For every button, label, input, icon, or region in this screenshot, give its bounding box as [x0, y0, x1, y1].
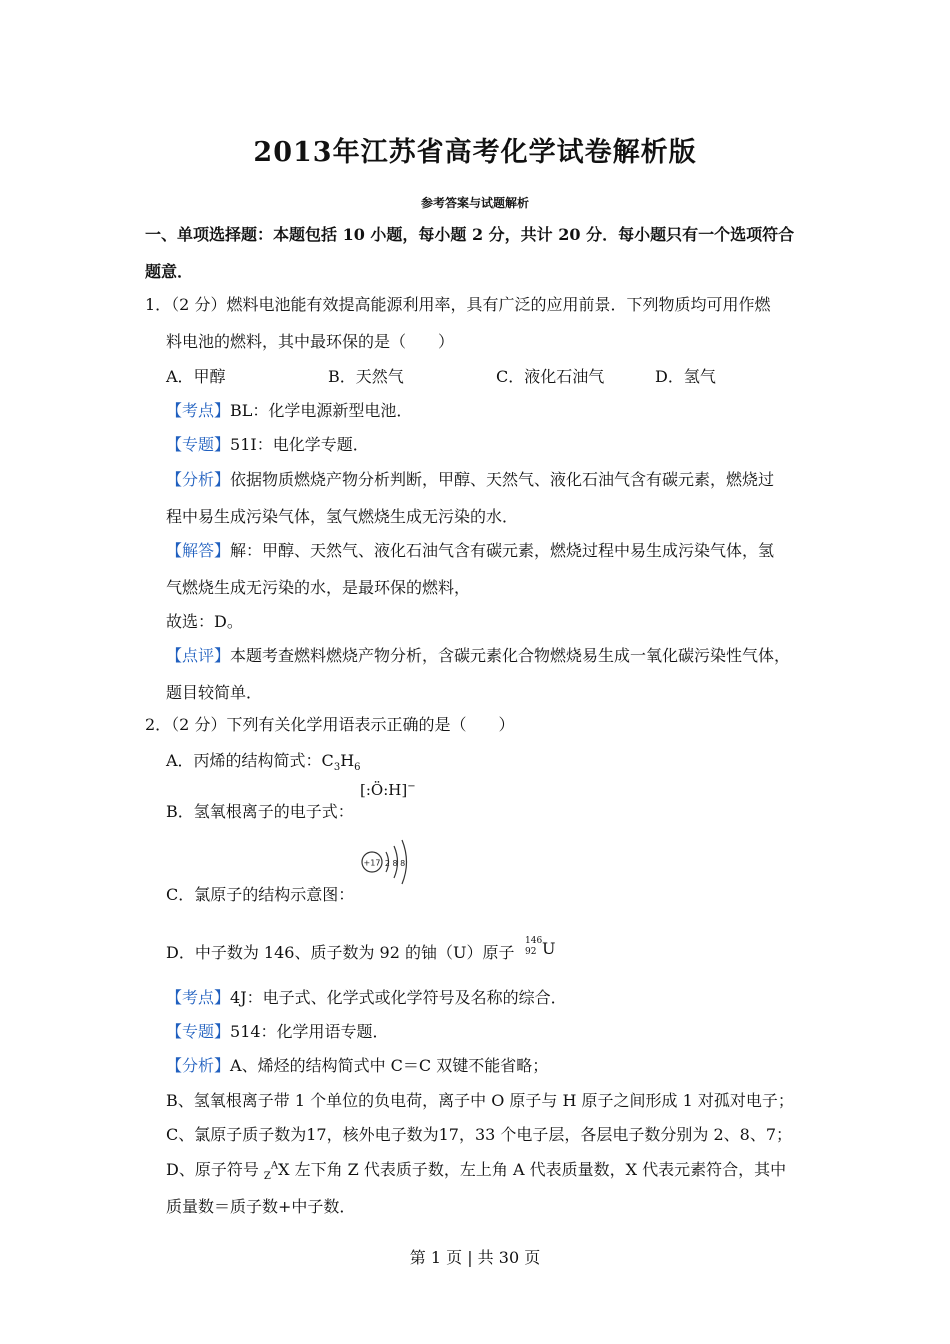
q2-zhuanti — [166, 1019, 389, 1042]
q2-option-a-text: A．丙烯的结构简式：C — [166, 751, 334, 770]
chlorine-shell-numbers: 2 8 8 — [384, 859, 406, 868]
q2-kaodian-tag: 【考点】 — [166, 988, 231, 1007]
q2-fenxi4-post: X 左下角 Z 代表质子数，左上角 A 代表质量数，X 代表元素符合，其中 — [278, 1160, 787, 1179]
q1-dianping-line2: 题目较简单． — [166, 683, 263, 702]
chlorine-atom-diagram-icon — [358, 836, 420, 888]
q2-kaodian — [166, 985, 567, 1008]
q2-fenxi-text1: A、烯烃的结构简式中 C＝C 双键不能省略； — [230, 1056, 549, 1075]
q1-jieda-line3: 故选：D。 — [166, 612, 243, 631]
q1-fenxi-line2: 程中易生成污染气体，氢气燃烧生成无污染的水． — [166, 507, 519, 526]
q2-stem: 2．（2 分）下列有关化学用语表示正确的是（ ） — [145, 715, 515, 734]
q2-option-b-formula — [360, 781, 416, 799]
q1-jieda-tag: 【解答】 — [166, 541, 231, 560]
uranium-nuclide-symbol — [523, 934, 563, 960]
q1-jieda-line1 — [166, 538, 774, 561]
q1-dianping-text1: 本题考查燃料燃烧产物分析，含碳元素化合物燃烧易生成一氧化碳污染性气体， — [230, 646, 791, 665]
q1-dianping-tag: 【点评】 — [166, 646, 231, 665]
uranium-mass-number: 146 — [525, 936, 543, 946]
q1-option-d: D．氢气 — [655, 367, 716, 386]
q2-fenxi-line4 — [166, 1157, 786, 1182]
q2-fenxi-line2: B、氢氧根离子带 1 个单位的负电荷，离子中 O 原子与 H 原子之间形成 1 对孤对电子； — [166, 1091, 794, 1110]
q1-kaodian — [166, 398, 412, 421]
q1-stem-line2: 料电池的燃料，其中最环保的是（ ） — [166, 332, 455, 351]
q1-option-b: B．天然气 — [328, 367, 404, 386]
q2-fenxi-line5: 质量数＝质子数+中子数． — [166, 1197, 356, 1216]
section-heading-line2: 题意． — [145, 262, 194, 281]
q1-zhuanti — [166, 432, 369, 455]
page-subtitle: 参考答案与试题解析 — [420, 196, 529, 210]
q1-fenxi-line1 — [166, 467, 774, 490]
q2-option-b-text: B．氢氧根离子的电子式： — [166, 802, 354, 821]
q2-option-a-sub1: 3 — [333, 762, 341, 774]
q2-option-a — [166, 748, 361, 773]
q1-option-c: C．液化石油气 — [496, 367, 605, 386]
q1-fenxi-tag: 【分析】 — [166, 470, 231, 489]
q2-fenxi-line3: C、氯原子质子数为17，核外电子数为17，33 个电子层，各层电子数分别为 2、8、7； — [166, 1125, 793, 1144]
q2-fenxi-tag: 【分析】 — [166, 1056, 231, 1075]
q2-zhuanti-text: 514：化学用语专题． — [230, 1022, 389, 1041]
q2-fenxi-line1 — [166, 1053, 548, 1076]
chlorine-nucleus-label: +17 — [363, 858, 381, 868]
q1-jieda-line2: 气燃烧生成无污染的水，是最环保的燃料， — [166, 578, 471, 597]
uranium-atomic-number: 92 — [525, 947, 537, 957]
q2-kaodian-text: 4J：电子式、化学式或化学符号及名称的综合． — [230, 988, 567, 1007]
uranium-symbol: U — [542, 939, 556, 958]
page-footer: 第 1 页 | 共 30 页 — [409, 1248, 541, 1267]
q2-option-c-text: C．氯原子的结构示意图： — [166, 885, 355, 904]
q1-option-a: A．甲醇 — [166, 367, 226, 386]
hydroxide-charge: − — [407, 781, 416, 792]
q1-fenxi-text1: 依据物质燃烧产物分析判断，甲醇、天然气、液化石油气含有碳元素，燃烧过 — [230, 470, 775, 489]
q1-dianping-line1 — [166, 643, 790, 666]
q1-kaodian-text: BL：化学电源新型电池． — [230, 401, 413, 420]
q1-kaodian-tag: 【考点】 — [166, 401, 231, 420]
q2-fenxi4-sub: Z — [263, 1171, 271, 1183]
q2-option-a-h: H — [340, 751, 355, 770]
q1-stem-line1: 1．（2 分）燃料电池能有效提高能源利用率，具有广泛的应用前景．下列物质均可用作燃 — [145, 295, 771, 314]
q2-fenxi4-pre: D、原子符号 — [166, 1160, 264, 1179]
q2-option-a-sub2: 6 — [354, 762, 361, 774]
page-title: 2013年江苏省高考化学试卷解析版 — [253, 137, 697, 168]
q1-zhuanti-text: 51I：电化学专题． — [230, 435, 369, 454]
q1-jieda-text1: 解：甲醇、天然气、液化石油气含有碳元素，燃烧过程中易生成污染气体，氢 — [230, 541, 775, 560]
hydroxide-electron-formula: [:Ö:H] — [360, 781, 408, 799]
q2-zhuanti-tag: 【专题】 — [166, 1022, 231, 1041]
q2-fenxi4-sup: A — [270, 1160, 279, 1172]
section-heading-line1: 一、单项选择题：本题包括 10 小题，每小题 2 分，共计 20 分．每小题只有一个选项符合 — [145, 225, 795, 244]
q1-zhuanti-tag: 【专题】 — [166, 435, 231, 454]
q2-option-d-text: D．中子数为 146、质子数为 92 的铀（U）原子 — [166, 943, 515, 962]
